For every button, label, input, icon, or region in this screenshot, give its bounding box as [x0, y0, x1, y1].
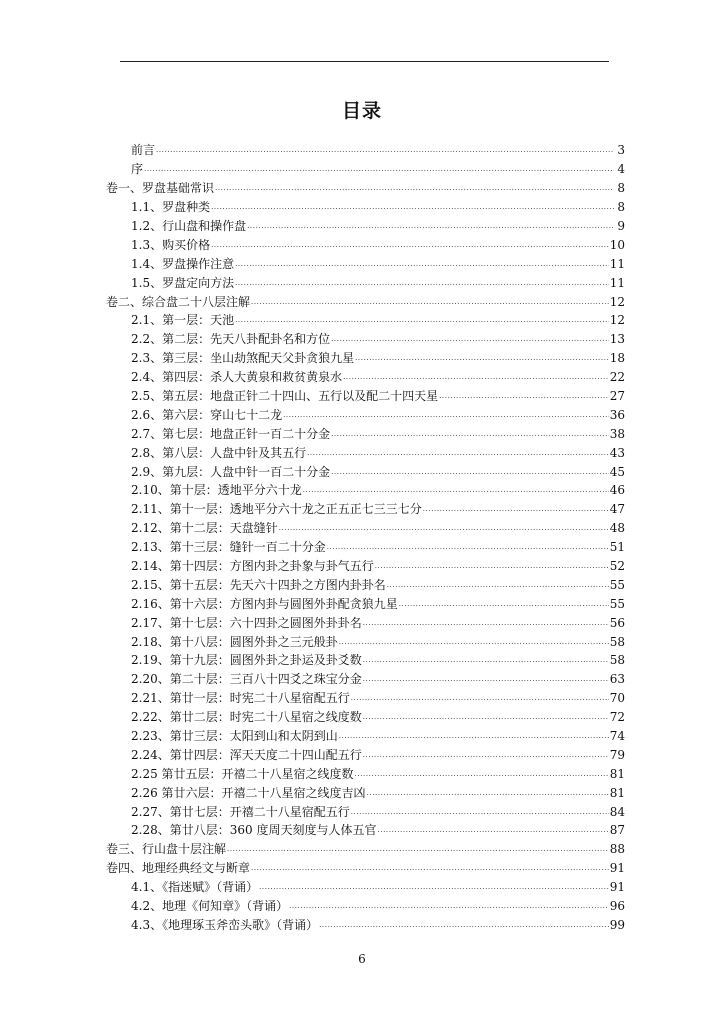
toc-entry[interactable] — [106, 592, 625, 611]
dot-leader — [377, 823, 608, 837]
dot-leader — [247, 219, 614, 233]
toc-entry-page: 87 — [609, 823, 625, 838]
toc-entry-label: 1.3、购买价格 — [131, 237, 211, 252]
toc-entry-page: 13 — [609, 332, 625, 347]
toc-entry[interactable] — [106, 705, 625, 724]
toc-entry[interactable] — [106, 384, 625, 403]
toc-entry[interactable] — [106, 837, 625, 856]
dot-leader — [283, 408, 609, 422]
toc-entry[interactable] — [106, 365, 625, 384]
toc-entry-page: 58 — [609, 653, 625, 668]
toc-entry[interactable] — [106, 157, 625, 176]
toc-entry-label: 1.5、罗盘定向方法 — [131, 275, 235, 290]
toc-entry-label: 2.15、第十五层：先天六十四卦之方图内卦卦名 — [131, 577, 386, 592]
toc-entry-label: 1.4、罗盘操作注意 — [131, 256, 235, 271]
dot-leader — [303, 483, 609, 497]
toc-entry-label: 2.28、第廿八层：360 度周天刻度与人体五官 — [131, 823, 377, 838]
dot-leader — [289, 899, 609, 913]
toc-entry-label: 2.19、第十九层：圆图外卦之卦运及卦爻数 — [131, 653, 362, 668]
toc-entry[interactable] — [106, 800, 625, 819]
dot-leader — [351, 805, 609, 819]
toc-entry[interactable] — [106, 573, 625, 592]
toc-entry[interactable] — [106, 497, 625, 516]
toc-entry-page: 58 — [609, 634, 625, 649]
toc-entry-label: 2.22、第廿二层：时宪二十八星宿之线度数 — [131, 710, 362, 725]
toc-entry-page: 12 — [609, 313, 625, 328]
toc-entry[interactable] — [106, 290, 625, 309]
dot-leader — [367, 786, 609, 800]
toc-entry[interactable] — [106, 554, 625, 573]
toc-entry-page: 48 — [609, 521, 625, 536]
toc-entry[interactable] — [106, 686, 625, 705]
table-of-contents — [106, 139, 625, 932]
toc-entry[interactable] — [106, 913, 625, 932]
toc-entry-label: 2.8、第八层：人盘中针及其五行 — [131, 445, 307, 460]
toc-entry-label: 2.7、第七层：地盘正针一百二十分金 — [131, 426, 331, 441]
toc-entry-label: 2.20、第二十层：三百八十四爻之珠宝分金 — [131, 672, 362, 687]
toc-entry[interactable] — [106, 762, 625, 781]
dot-leader — [355, 351, 609, 365]
toc-entry-page: 81 — [609, 785, 625, 800]
toc-entry-page: 55 — [609, 577, 625, 592]
toc-entry[interactable] — [106, 649, 625, 668]
toc-entry-label: 4.3、《地理琢玉斧峦头歌》（背诵） — [131, 917, 319, 932]
dot-leader — [339, 635, 609, 649]
toc-entry[interactable] — [106, 630, 625, 649]
dot-leader — [235, 276, 609, 290]
dot-leader — [307, 446, 609, 460]
toc-entry-label: 1.1、罗盘种类 — [131, 200, 211, 215]
toc-entry[interactable] — [106, 252, 625, 271]
toc-entry-label: 2.13、第十三层：缝针一百二十分金 — [131, 540, 326, 555]
toc-entry-label: 2.23、第廿三层：太阳到山和太阴到山 — [131, 729, 338, 743]
dot-leader — [211, 200, 614, 214]
dot-leader — [423, 502, 609, 516]
toc-entry[interactable] — [106, 422, 625, 441]
toc-entry-page: 10 — [609, 237, 625, 252]
dot-leader — [363, 616, 609, 630]
toc-entry-page: 55 — [609, 596, 625, 611]
toc-entry-page: 72 — [609, 710, 625, 725]
toc-entry[interactable] — [106, 309, 625, 328]
page-title: 目录 — [341, 100, 382, 122]
dot-leader — [156, 143, 614, 157]
dot-leader — [363, 748, 609, 762]
toc-entry-page: 84 — [609, 804, 625, 819]
toc-entry-page: 38 — [609, 426, 625, 441]
toc-entry[interactable] — [106, 139, 625, 158]
toc-entry-page: 22 — [609, 370, 625, 385]
toc-entry-page: 63 — [609, 672, 625, 687]
toc-entry-label: 2.9、第九层：人盘中针一百二十分金 — [131, 464, 331, 479]
toc-entry-label: 2.12、第十二层：天盘缝针 — [131, 521, 278, 536]
header-rule — [120, 61, 609, 62]
toc-entry-page: 96 — [609, 899, 625, 914]
dot-leader — [259, 880, 609, 894]
dot-leader — [319, 918, 609, 932]
toc-entry[interactable] — [106, 460, 625, 479]
toc-entry-page: 3 — [617, 143, 625, 158]
toc-entry-label: 2.14、第十四层：方图内卦之卦象与卦气五行 — [131, 558, 374, 573]
toc-entry[interactable] — [106, 667, 625, 686]
toc-entry-page: 11 — [609, 256, 625, 271]
toc-entry-page: 51 — [609, 540, 625, 555]
toc-entry-page: 18 — [609, 351, 625, 366]
toc-entry-label: 2.17、第十七层：六十四卦之圆图外卦卦名 — [131, 615, 362, 630]
dot-leader — [235, 257, 609, 271]
toc-entry-label: 2.27、第廿七层：开禧二十八星宿配五行 — [131, 804, 350, 819]
toc-entry-page: 8 — [617, 181, 625, 196]
toc-entry[interactable] — [106, 176, 625, 195]
dot-leader — [251, 861, 609, 875]
dot-leader — [343, 370, 609, 384]
dot-leader — [363, 672, 609, 686]
toc-entry-page: 9 — [617, 218, 625, 233]
toc-entry-label: 2.25 第廿五层：开禧二十八星宿之线度数 — [131, 766, 354, 781]
dot-leader — [355, 767, 609, 781]
toc-entry-label: 2.24、第廿四层：浑天天度二十四山配五行 — [131, 747, 362, 762]
toc-entry-label: 序 — [131, 162, 144, 177]
toc-entry-label: 2.5、第五层：地盘正针二十四山、五行以及配二十四天星 — [131, 388, 439, 403]
toc-entry-page: 43 — [609, 445, 625, 460]
toc-entry[interactable] — [106, 535, 625, 554]
toc-entry[interactable] — [106, 724, 625, 743]
dot-leader — [363, 653, 609, 667]
dot-leader — [235, 313, 609, 327]
toc-entry-page: 79 — [609, 747, 625, 762]
toc-entry[interactable] — [106, 271, 625, 290]
toc-entry[interactable] — [106, 327, 625, 346]
toc-entry-page: 46 — [609, 483, 625, 498]
toc-entry-label: 2.1、第一层：天池 — [131, 313, 235, 328]
toc-entry-label: 4.2、地理《何知章》（背诵） — [131, 899, 289, 914]
dot-leader — [439, 389, 609, 403]
dot-leader — [279, 521, 609, 535]
toc-entry-page: 74 — [609, 729, 625, 743]
toc-entry-label: 4.1、《指迷赋》（背诵） — [131, 880, 259, 895]
toc-entry-page: 8 — [617, 200, 625, 215]
toc-entry[interactable] — [106, 403, 625, 422]
toc-entry-label: 2.21、第廿一层：时宪二十八星宿配五行 — [131, 691, 350, 706]
toc-entry-label: 2.2、第二层：先天八卦配卦名和方位 — [131, 332, 331, 347]
toc-entry[interactable] — [106, 856, 625, 875]
toc-entry-page: 81 — [609, 766, 625, 781]
page-number: 6 — [358, 952, 366, 966]
dot-leader — [399, 597, 609, 611]
toc-entry[interactable] — [106, 441, 625, 460]
toc-entry-label: 2.4、第四层：杀人大黄泉和救贫黄泉水 — [131, 370, 343, 385]
dot-leader — [331, 332, 609, 346]
toc-entry-label: 前言 — [131, 143, 156, 158]
toc-entry-page: 99 — [609, 917, 625, 932]
toc-entry-page: 45 — [609, 464, 625, 479]
dot-leader — [327, 540, 609, 554]
toc-entry-label: 卷四、地理经典经文与断章 — [106, 861, 251, 876]
toc-entry-page: 56 — [609, 615, 625, 630]
toc-entry-label: 2.10、第十层：透地平分六十龙 — [131, 483, 302, 498]
toc-entry-page: 91 — [609, 880, 625, 895]
toc-entry-label: 卷三、行山盘十层注解 — [106, 842, 227, 857]
toc-entry[interactable] — [106, 743, 625, 762]
toc-entry-page: 12 — [609, 294, 625, 309]
toc-entry[interactable] — [106, 346, 625, 365]
dot-leader — [144, 162, 614, 176]
dot-leader — [351, 691, 609, 705]
toc-entry-page: 4 — [617, 162, 625, 177]
toc-entry[interactable] — [106, 233, 625, 252]
toc-entry-label: 卷二、综合盘二十八层注解 — [106, 294, 251, 309]
dot-leader — [251, 295, 609, 309]
toc-entry[interactable] — [106, 781, 625, 800]
toc-entry[interactable] — [106, 894, 625, 913]
toc-entry[interactable] — [106, 611, 625, 630]
toc-entry-page: 47 — [609, 502, 625, 517]
dot-leader — [339, 729, 609, 743]
toc-entry-label: 2.6、第六层：穿山七十二龙 — [131, 407, 283, 422]
toc-entry-page: 36 — [609, 407, 625, 422]
toc-entry-page: 88 — [609, 842, 625, 857]
dot-leader — [387, 578, 609, 592]
toc-entry[interactable] — [106, 479, 625, 498]
toc-entry-page: 70 — [609, 691, 625, 706]
toc-entry-page: 27 — [609, 388, 625, 403]
toc-entry-label: 2.3、第三层：坐山劫煞配天父卦贪狼九星 — [131, 351, 355, 366]
dot-leader — [227, 842, 609, 856]
dot-leader — [331, 465, 609, 479]
toc-entry-label: 2.16、第十六层：方图内卦与圆图外卦配贪狼九星 — [131, 596, 398, 611]
toc-entry[interactable] — [106, 875, 625, 894]
dot-leader — [215, 181, 614, 195]
toc-entry-page: 91 — [609, 861, 625, 876]
toc-entry[interactable] — [106, 214, 625, 233]
toc-entry[interactable] — [106, 819, 625, 838]
toc-entry-label: 2.18、第十八层：圆图外卦之三元般卦 — [131, 634, 338, 649]
dot-leader — [375, 559, 609, 573]
toc-entry[interactable] — [106, 195, 625, 214]
dot-leader — [211, 238, 609, 252]
toc-entry-page: 52 — [609, 558, 625, 573]
toc-entry-label: 2.26 第廿六层：开禧二十八星宿之线度吉凶 — [131, 785, 366, 800]
dot-leader — [331, 427, 609, 441]
toc-entry-label: 2.11、第十一层：透地平分六十龙之正五正七三三七分 — [131, 502, 422, 517]
toc-entry-label: 1.2、行山盘和操作盘 — [131, 218, 247, 233]
toc-entry[interactable] — [106, 516, 625, 535]
toc-entry-page: 11 — [609, 275, 625, 290]
dot-leader — [363, 710, 609, 724]
toc-entry-label: 卷一、罗盘基础常识 — [106, 181, 215, 196]
